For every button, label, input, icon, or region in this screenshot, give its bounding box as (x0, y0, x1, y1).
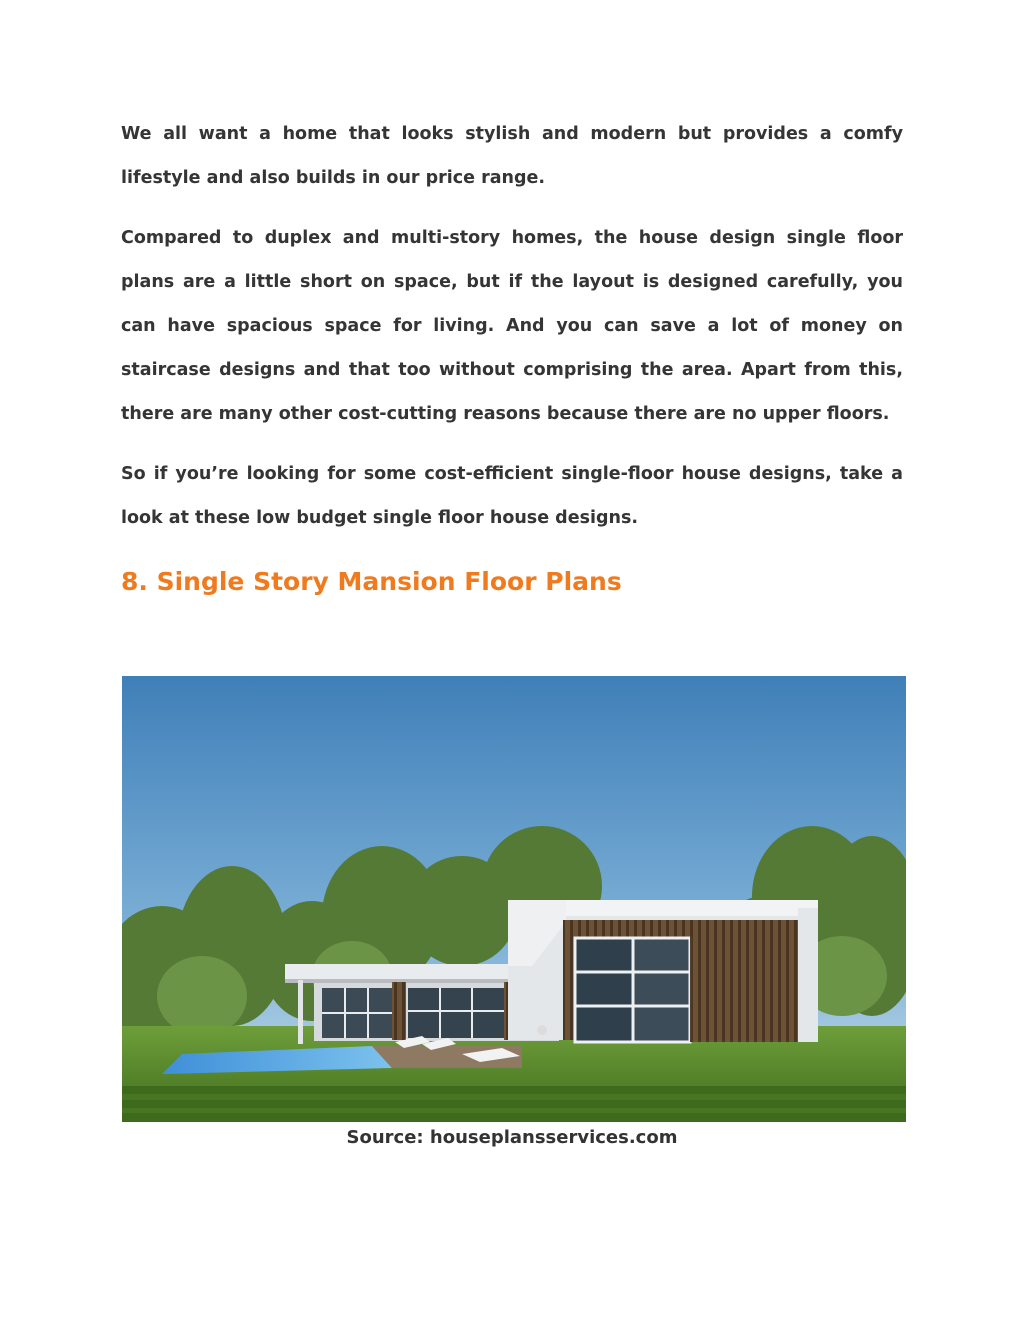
cta-paragraph: So if you’re looking for some cost-efficient single-floor house designs, take a look at these low budget single floor house designs. (121, 464, 903, 528)
image-caption: Source: houseplansservices.com (346, 1127, 678, 1148)
section-heading: 8. Single Story Mansion Floor Plans (121, 567, 622, 596)
house-render-image (122, 676, 906, 1122)
intro-paragraph: We all want a home that looks stylish and modern but provides a comfy lifestyle and also builds in our price range. (121, 124, 903, 188)
article-body (121, 112, 903, 600)
comparison-paragraph: Compared to duplex and multi-story homes, the house design single floor plans are a little short on space, but if the layout is designed carefully, you can have spacious space for living. And you can save a lot of money on staircase designs and that too without comprising the area. Apart from this, there are many other cost-cutting reasons because there are no upper floors. (121, 228, 903, 424)
